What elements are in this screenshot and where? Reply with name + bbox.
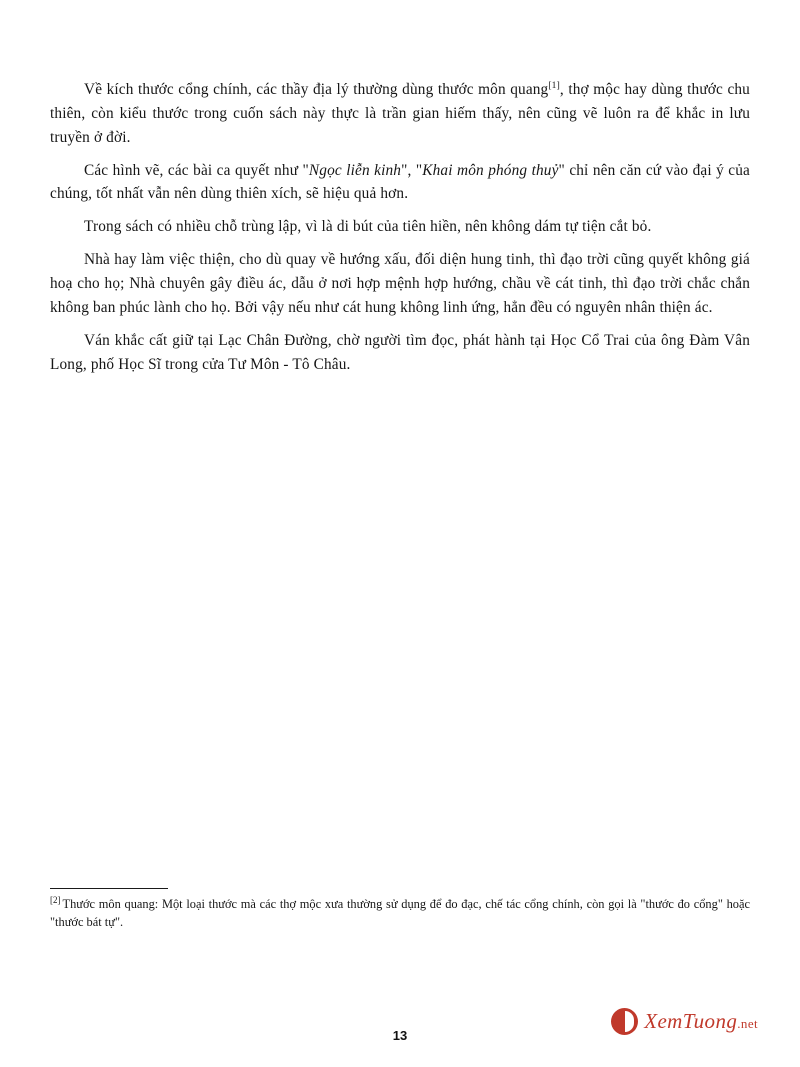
paragraph-4-text: Nhà hay làm việc thiện, cho dù quay về hướng xấu, đối diện hung tinh, thì đạo trời cũng quyết không giá hoạ cho họ; Nhà chuyên gây điều ác, dẫu ở nơi hợp mệnh hợp hướng, chầu về cát tinh, thì đạo trời chắc chắn không ban phúc lành cho họ. Bởi vậy nếu như cát hung không linh ứng, hẳn đều có nguyên nhân thiện ác. <box>50 251 750 316</box>
paragraph-1 <box>50 78 750 150</box>
paragraph-1-text-a: Về kích thước cổng chính, các thầy địa lý thường dùng thước môn quang <box>84 81 549 98</box>
footnote-section <box>50 888 750 931</box>
paragraph-2 <box>50 159 750 207</box>
footnote-reference-1: [1] <box>548 80 560 91</box>
book-title-ngoc-lien-kinh: Ngọc liễn kinh <box>308 161 402 179</box>
paragraph-3-text: Trong sách có nhiều chỗ trùng lập, vì là di bút của tiên hiền, nên không dám tự tiện cắt bỏ. <box>84 218 652 236</box>
watermark-label <box>644 1009 758 1034</box>
paragraph-4 <box>50 248 750 320</box>
paragraph-2-text-b: ", " <box>401 161 423 179</box>
page-body-text <box>50 78 750 376</box>
paragraph-5 <box>50 329 750 377</box>
watermark <box>611 1008 758 1035</box>
page-number: 13 <box>392 1028 408 1043</box>
paragraph-1-text-b: , thợ mộc hay dùng thước chu thiên, còn kiểu thước trong cuốn sách này thực là trần gian hiếm thấy, nên cũng vẽ luôn ra để khắc in lưu truyền ở đời. <box>50 81 750 146</box>
paragraph-2-text-c: " chỉ nên căn cứ vào đại ý của chúng, tốt nhất vẫn nên dùng thiên xích, sẽ hiệu quả hơn. <box>50 161 750 203</box>
paragraph-5-text: Ván khắc cất giữ tại Lạc Chân Đường, chờ người tìm đọc, phát hành tại Học Cổ Trai của ông Đàm Vân Long, phố Học Sĩ trong cửa Tư Môn - Tô Châu. <box>50 331 750 373</box>
footnote-marker: [2] <box>50 894 61 905</box>
footnote-separator-rule <box>50 888 168 889</box>
paragraph-3 <box>50 215 750 239</box>
book-title-khai-mon-phong-thuy: Khai môn phóng thuỷ <box>422 161 559 179</box>
watermark-suffix: .net <box>737 1016 758 1031</box>
watermark-name: XemTuong <box>644 1009 738 1033</box>
yin-yang-icon <box>611 1008 638 1035</box>
footnote-text: Thước môn quang: Một loại thước mà các thợ mộc xưa thường sử dụng để đo đạc, chế tác cổng chính, còn gọi là "thước đo cổng" hoặc "thước bát tự". <box>50 897 750 929</box>
paragraph-2-text-a: Các hình vẽ, các bài ca quyết như " <box>84 161 309 179</box>
footnote-entry <box>50 896 750 931</box>
